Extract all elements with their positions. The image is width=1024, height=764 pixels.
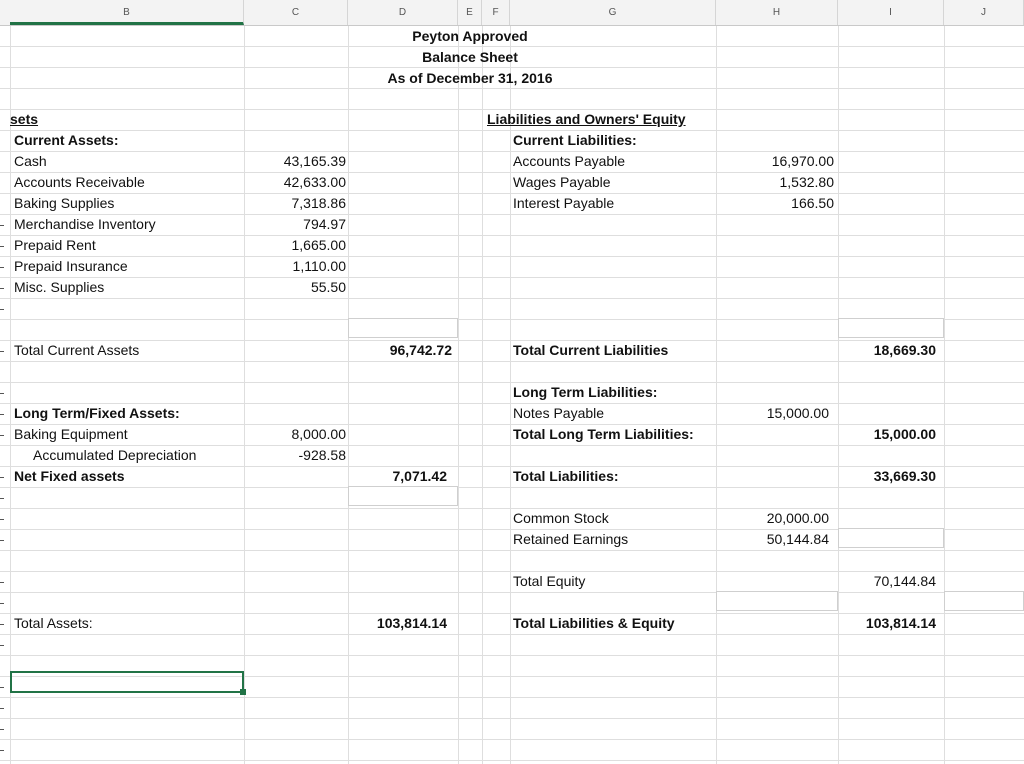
total-assets-label: Total Assets: bbox=[14, 615, 93, 631]
statement-title: Balance Sheet bbox=[422, 49, 518, 65]
accumulated-depreciation-label: Accumulated Depreciation bbox=[33, 447, 197, 463]
common-stock-label: Common Stock bbox=[513, 510, 609, 526]
liability-label: Accounts Payable bbox=[513, 153, 626, 169]
total-liabilities-equity-label: Total Liabilities & Equity bbox=[513, 615, 675, 631]
column-header-b[interactable]: B bbox=[10, 0, 244, 25]
long-term-liabilities-heading: Long Term Liabilities: bbox=[513, 384, 658, 400]
asset-value: 7,318.86 bbox=[291, 195, 346, 211]
total-liabilities-equity-value: 103,814.14 bbox=[865, 615, 936, 631]
column-header-j[interactable]: J bbox=[944, 0, 1024, 25]
accumulated-depreciation-value: -928.58 bbox=[298, 447, 346, 463]
bordered-cell[interactable] bbox=[944, 591, 1024, 611]
asset-value: 43,165.39 bbox=[283, 153, 346, 169]
current-assets-heading: Current Assets: bbox=[14, 132, 119, 148]
column-header-h[interactable]: H bbox=[716, 0, 838, 25]
total-long-term-liabilities-value: 15,000.00 bbox=[873, 426, 936, 442]
bordered-cell[interactable] bbox=[348, 486, 458, 506]
total-liabilities-label: Total Liabilities: bbox=[513, 468, 619, 484]
asset-label: Cash bbox=[14, 153, 47, 169]
retained-earnings-value: 50,144.84 bbox=[766, 531, 829, 547]
statement-date: As of December 31, 2016 bbox=[387, 70, 553, 86]
total-current-liabilities-value: 18,669.30 bbox=[873, 342, 936, 358]
total-equity-label: Total Equity bbox=[513, 573, 586, 589]
current-liabilities-heading: Current Liabilities: bbox=[513, 132, 637, 148]
net-fixed-assets-value: 7,071.42 bbox=[392, 468, 447, 484]
total-assets-value: 103,814.14 bbox=[376, 615, 447, 631]
liability-label: Wages Payable bbox=[513, 174, 611, 190]
asset-value: 55.50 bbox=[310, 279, 346, 295]
column-header-bar bbox=[0, 0, 1024, 26]
assets-heading: sets bbox=[10, 111, 39, 127]
fixed-assets-heading: Long Term/Fixed Assets: bbox=[14, 405, 180, 421]
total-long-term-liabilities-label: Total Long Term Liabilities: bbox=[513, 426, 694, 442]
bordered-cell[interactable] bbox=[838, 318, 944, 338]
asset-value: 794.97 bbox=[303, 216, 346, 232]
common-stock-value: 20,000.00 bbox=[766, 510, 829, 526]
column-header-i[interactable]: I bbox=[838, 0, 944, 25]
liability-value: 16,970.00 bbox=[771, 153, 834, 169]
liability-value: 166.50 bbox=[791, 195, 834, 211]
total-liabilities-value: 33,669.30 bbox=[873, 468, 936, 484]
asset-label: Merchandise Inventory bbox=[14, 216, 156, 232]
asset-value: 1,665.00 bbox=[291, 237, 346, 253]
asset-label: Prepaid Rent bbox=[14, 237, 96, 253]
column-header-f[interactable]: F bbox=[482, 0, 510, 25]
active-cell[interactable] bbox=[10, 671, 244, 693]
asset-label: Prepaid Insurance bbox=[14, 258, 128, 274]
baking-equipment-value: 8,000.00 bbox=[291, 426, 346, 442]
bordered-cell[interactable] bbox=[838, 528, 944, 548]
total-equity-value: 70,144.84 bbox=[873, 573, 936, 589]
liabilities-equity-heading: Liabilities and Owners' Equity bbox=[487, 111, 686, 127]
total-current-assets-label: Total Current Assets bbox=[14, 342, 140, 358]
column-header-g[interactable]: G bbox=[510, 0, 716, 25]
column-header-c[interactable]: C bbox=[244, 0, 348, 25]
liability-value: 1,532.80 bbox=[779, 174, 834, 190]
total-current-liabilities-label: Total Current Liabilities bbox=[513, 342, 669, 358]
column-header-e[interactable]: E bbox=[458, 0, 482, 25]
bordered-cell[interactable] bbox=[716, 591, 838, 611]
net-fixed-assets-label: Net Fixed assets bbox=[14, 468, 125, 484]
baking-equipment-label: Baking Equipment bbox=[14, 426, 128, 442]
asset-value: 1,110.00 bbox=[292, 258, 346, 274]
asset-value: 42,633.00 bbox=[283, 174, 346, 190]
bordered-cell[interactable] bbox=[348, 318, 458, 338]
asset-label: Misc. Supplies bbox=[14, 279, 105, 295]
column-header-d[interactable]: D bbox=[348, 0, 458, 25]
total-current-assets-value: 96,742.72 bbox=[389, 342, 452, 358]
retained-earnings-label: Retained Earnings bbox=[513, 531, 629, 547]
notes-payable-label: Notes Payable bbox=[513, 405, 605, 421]
company-name: Peyton Approved bbox=[412, 28, 528, 44]
asset-label: Accounts Receivable bbox=[14, 174, 145, 190]
fill-handle[interactable] bbox=[240, 689, 246, 695]
liability-label: Interest Payable bbox=[513, 195, 615, 211]
asset-label: Baking Supplies bbox=[14, 195, 115, 211]
notes-payable-value: 15,000.00 bbox=[766, 405, 829, 421]
